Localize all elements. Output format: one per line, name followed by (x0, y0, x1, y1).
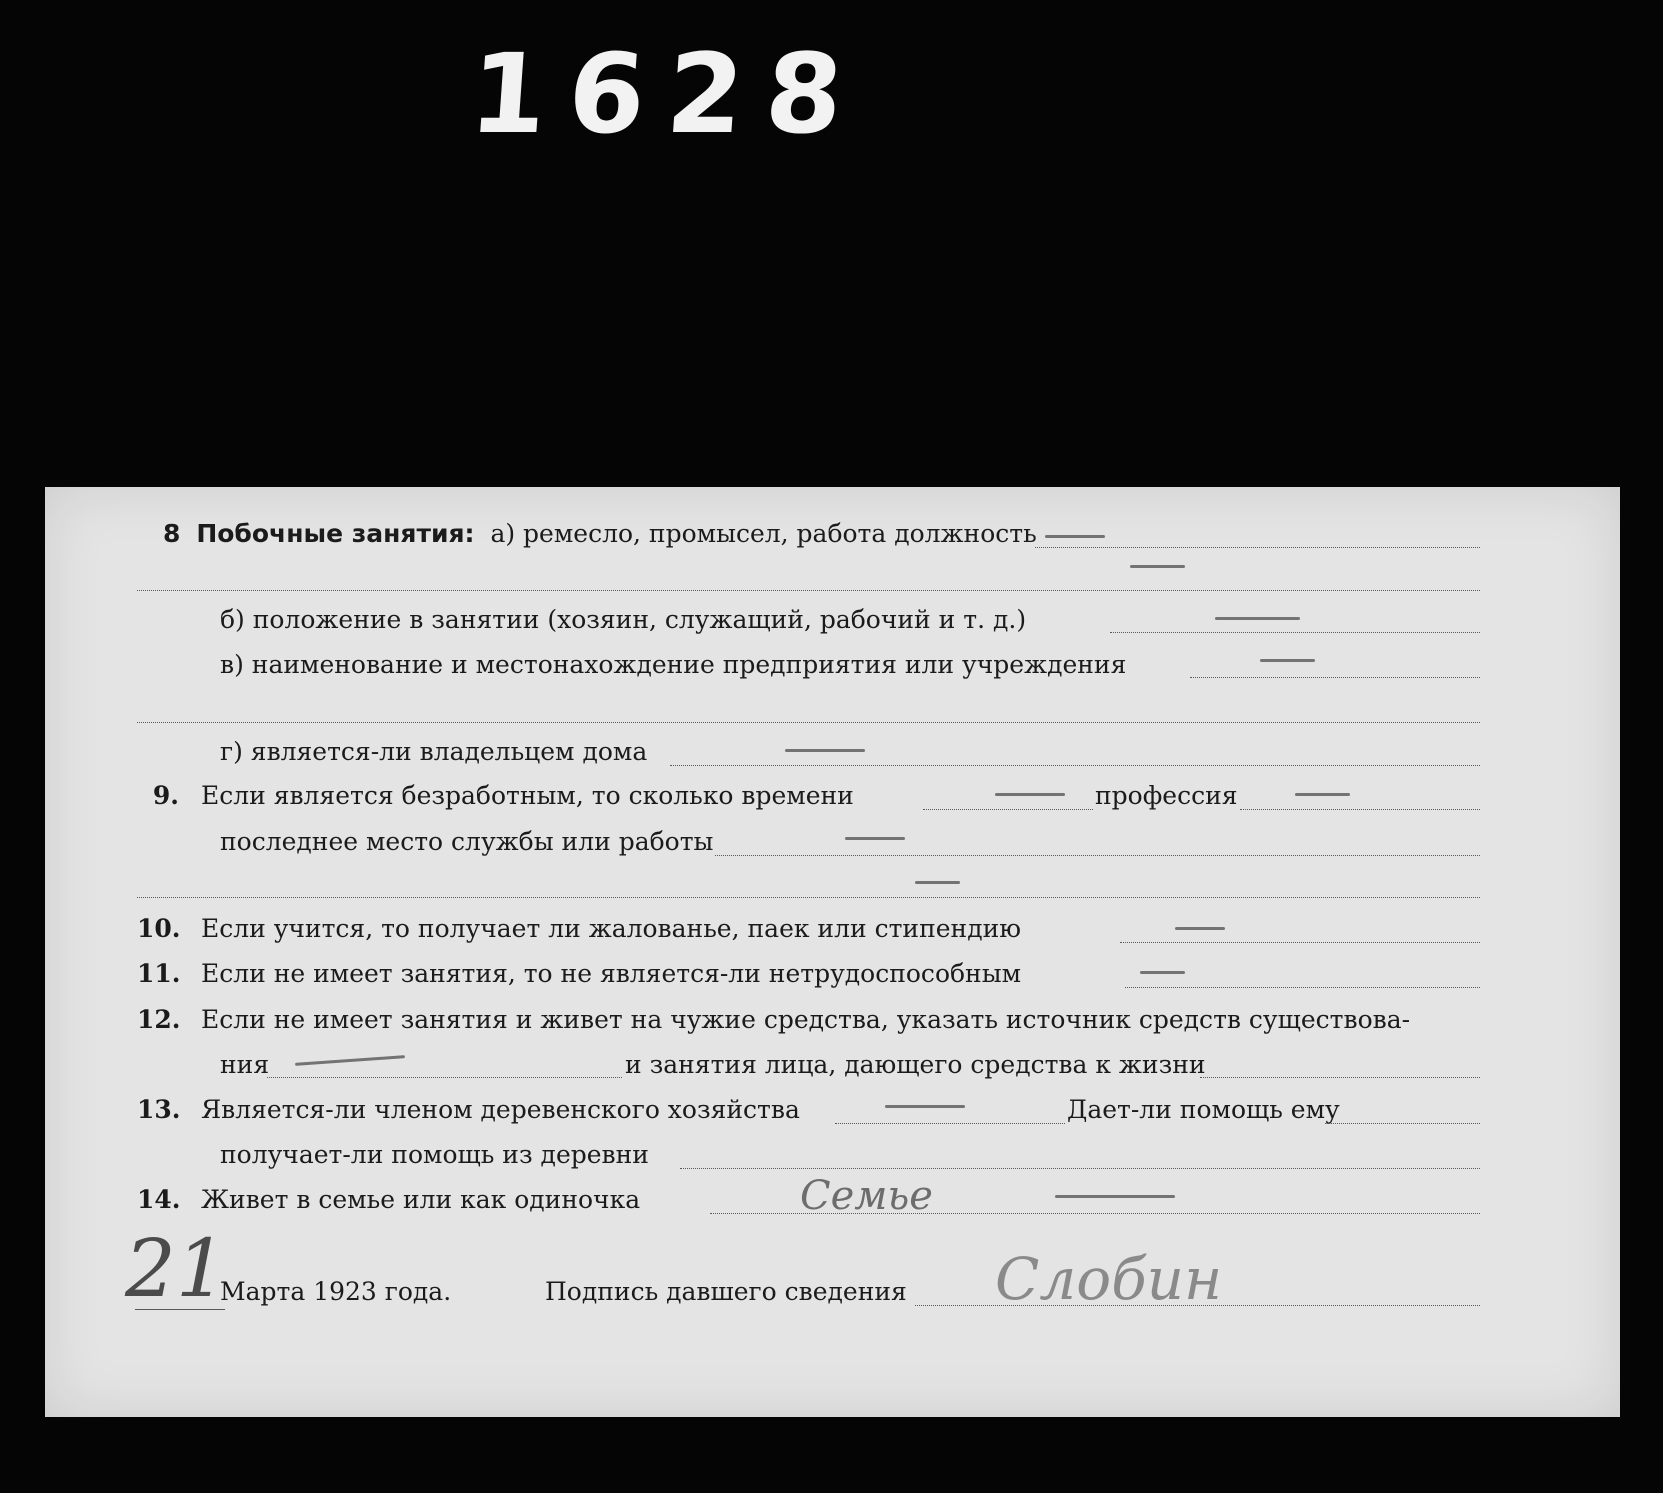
q14-handwritten-answer: Семье (800, 1173, 933, 1219)
questionnaire-card (45, 487, 1620, 1417)
q12-label-continued: ния (220, 1050, 270, 1079)
q10-line (137, 914, 1021, 943)
dash-mark (1130, 565, 1185, 568)
dash-mark (885, 1105, 965, 1108)
dash-mark (1055, 1195, 1175, 1198)
q8-g-label: г) является-ли владельцем дома (220, 737, 648, 766)
q8-a-field-2 (137, 590, 1480, 591)
dash-mark (995, 793, 1065, 796)
q8-b-label: б) положение в занятии (хозяин, служащий, рабочий и т. д.) (220, 605, 1027, 634)
q8-number: 8 (163, 519, 181, 548)
dash-mark (1260, 659, 1315, 662)
dash-mark (1045, 535, 1105, 538)
q11-line (137, 959, 1021, 988)
q8-a-field (1035, 547, 1480, 548)
q13-receive-label: получает-ли помощь из деревни (220, 1140, 649, 1169)
q13-help-label: Дает-ли помощь ему (1067, 1095, 1340, 1124)
q12-provider-label: и занятия лица, дающего средства к жизни (625, 1050, 1206, 1079)
q13-line (137, 1095, 800, 1124)
dash-mark (845, 837, 905, 840)
q9-profession-label: профессия (1095, 781, 1238, 810)
dash-mark (785, 749, 865, 752)
dash-mark (1175, 927, 1225, 930)
q12-label: Если не имеет занятия и живет на чужие средства, указать источник средств существова- (200, 1005, 1411, 1034)
q13-receive-field (680, 1168, 1480, 1169)
q12-line (137, 1005, 1410, 1034)
q12-number: 12. (137, 1005, 181, 1034)
q11-number: 11. (137, 959, 181, 988)
footer-handwritten-signature: Слобин (995, 1245, 1223, 1313)
q10-label: Если учится, то получает ли жалованье, паек или стипендию (200, 914, 1022, 943)
q10-field (1120, 942, 1480, 943)
q9-last-place-field (715, 855, 1480, 856)
q9-time-field (923, 809, 1093, 810)
q8-b-field (1110, 632, 1480, 633)
q13-label: Является-ли членом деревенского хозяйства (200, 1095, 800, 1124)
q8-g-field (670, 765, 1480, 766)
q14-label: Живет в семье или как одиночка (200, 1185, 641, 1214)
q8-v-label: в) наименование и местонахождение предприятия или учреждения (220, 650, 1127, 679)
q12-source-field (267, 1077, 622, 1078)
q9-line (137, 781, 854, 810)
q13-help-field (1325, 1123, 1480, 1124)
q8-line-a (163, 519, 1037, 548)
footer-date: Марта 1923 года. (220, 1277, 452, 1306)
q9-label: Если является безработным, то сколько времени (200, 781, 854, 810)
q8-a-label: а) ремесло, промысел, работа должность (490, 519, 1037, 548)
dash-mark (295, 1055, 405, 1066)
q9-last-place-label: последнее место службы или работы (220, 827, 714, 856)
dash-mark (1215, 617, 1300, 620)
q11-field (1125, 987, 1480, 988)
q9-last-place-field-2 (137, 897, 1480, 898)
footer-day-field (135, 1309, 225, 1310)
dash-mark (1140, 971, 1185, 974)
footer-handwritten-day: 21 (125, 1222, 227, 1315)
q8-v-field-2 (137, 722, 1480, 723)
dash-mark (915, 881, 960, 884)
q13-number: 13. (137, 1095, 181, 1124)
q9-profession-field (1240, 809, 1480, 810)
q10-number: 10. (137, 914, 181, 943)
q12-provider-field (1200, 1077, 1480, 1078)
dash-mark (1295, 793, 1350, 796)
q9-number: 9. (152, 781, 179, 810)
q8-v-field (1190, 677, 1480, 678)
footer-signature-label: Подпись давшего сведения (545, 1277, 907, 1306)
q8-title: Побочные занятия: (196, 519, 475, 548)
q13-member-field (835, 1123, 1065, 1124)
q14-line (137, 1185, 640, 1214)
q11-label: Если не имеет занятия, то не является-ли нетрудоспособным (200, 959, 1022, 988)
q14-number: 14. (137, 1185, 181, 1214)
frame-number: 1628 (465, 30, 869, 158)
